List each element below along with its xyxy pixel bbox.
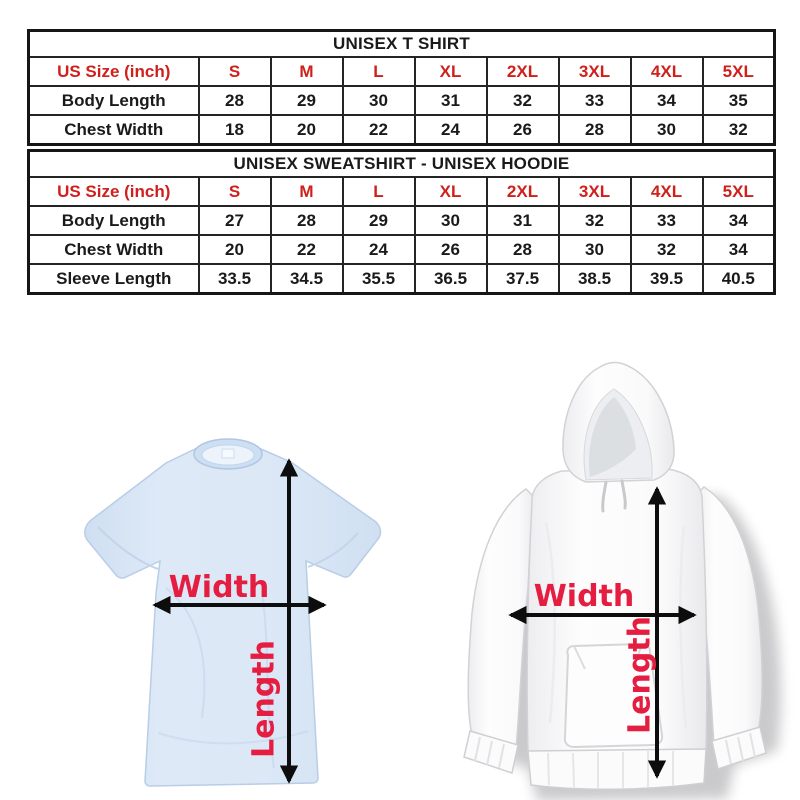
table-row (29, 31, 775, 58)
value-cell: 32 (703, 115, 775, 145)
value-cell: 24 (343, 235, 415, 264)
value-cell: 20 (199, 235, 271, 264)
hoodie-length-label: Length (622, 616, 658, 734)
value-cell: 30 (559, 235, 631, 264)
size-header-cell: US Size (inch) (29, 177, 199, 206)
size-cell: 5XL (703, 57, 775, 86)
tshirt-width-label: Width (168, 570, 270, 605)
table-row (29, 264, 775, 294)
size-cell: 4XL (631, 177, 703, 206)
table-row (29, 57, 775, 86)
tshirt-measure-diagram (58, 423, 400, 800)
value-cell: 40.5 (703, 264, 775, 294)
row-label-cell: Chest Width (29, 115, 199, 145)
tshirt-length-label: Length (246, 640, 282, 758)
value-cell: 32 (559, 206, 631, 235)
value-cell: 22 (343, 115, 415, 145)
hoodie-width-label: Width (533, 579, 635, 614)
hoodie-graphic (464, 363, 766, 790)
table-row (29, 115, 775, 145)
hoodie-measure-diagram (428, 353, 800, 800)
value-cell: 28 (559, 115, 631, 145)
size-cell: M (271, 177, 343, 206)
value-cell: 34 (703, 235, 775, 264)
value-cell: 28 (199, 86, 271, 115)
value-cell: 29 (271, 86, 343, 115)
size-header-cell: US Size (inch) (29, 57, 199, 86)
value-cell: 36.5 (415, 264, 487, 294)
size-tables (27, 29, 776, 298)
tshirt-size-table (27, 29, 776, 146)
sweatshirt-hoodie-size-table (27, 149, 776, 295)
value-cell: 24 (415, 115, 487, 145)
value-cell: 34.5 (271, 264, 343, 294)
size-cell: M (271, 57, 343, 86)
value-cell: 31 (415, 86, 487, 115)
tshirt-body (85, 449, 381, 786)
size-cell: L (343, 57, 415, 86)
size-cell: 3XL (559, 177, 631, 206)
tshirt-neck-tag (222, 449, 234, 458)
table-title: UNISEX SWEATSHIRT - UNISEX HOODIE (29, 151, 775, 178)
value-cell: 30 (343, 86, 415, 115)
row-label-cell: Body Length (29, 206, 199, 235)
value-cell: 35.5 (343, 264, 415, 294)
value-cell: 37.5 (487, 264, 559, 294)
tshirt-graphic (85, 439, 381, 786)
value-cell: 28 (487, 235, 559, 264)
size-cell: L (343, 177, 415, 206)
value-cell: 32 (631, 235, 703, 264)
value-cell: 31 (487, 206, 559, 235)
size-cell: 3XL (559, 57, 631, 86)
row-label-cell: Body Length (29, 86, 199, 115)
value-cell: 33.5 (199, 264, 271, 294)
value-cell: 30 (415, 206, 487, 235)
value-cell: 22 (271, 235, 343, 264)
size-cell: XL (415, 177, 487, 206)
value-cell: 27 (199, 206, 271, 235)
value-cell: 18 (199, 115, 271, 145)
row-label-cell: Chest Width (29, 235, 199, 264)
value-cell: 34 (703, 206, 775, 235)
table-row (29, 177, 775, 206)
value-cell: 39.5 (631, 264, 703, 294)
table-row (29, 235, 775, 264)
value-cell: 26 (415, 235, 487, 264)
value-cell: 28 (271, 206, 343, 235)
hoodie-hem-band (528, 749, 706, 789)
value-cell: 34 (631, 86, 703, 115)
row-label-cell: Sleeve Length (29, 264, 199, 294)
table-row (29, 206, 775, 235)
size-cell: 2XL (487, 177, 559, 206)
size-cell: 4XL (631, 57, 703, 86)
size-cell: XL (415, 57, 487, 86)
value-cell: 26 (487, 115, 559, 145)
value-cell: 29 (343, 206, 415, 235)
size-cell: 2XL (487, 57, 559, 86)
value-cell: 35 (703, 86, 775, 115)
value-cell: 33 (559, 86, 631, 115)
table-row (29, 86, 775, 115)
value-cell: 33 (631, 206, 703, 235)
value-cell: 20 (271, 115, 343, 145)
table-row (29, 151, 775, 178)
size-cell: S (199, 57, 271, 86)
size-cell: S (199, 177, 271, 206)
value-cell: 38.5 (559, 264, 631, 294)
value-cell: 30 (631, 115, 703, 145)
size-cell: 5XL (703, 177, 775, 206)
table-title: UNISEX T SHIRT (29, 31, 775, 58)
value-cell: 32 (487, 86, 559, 115)
